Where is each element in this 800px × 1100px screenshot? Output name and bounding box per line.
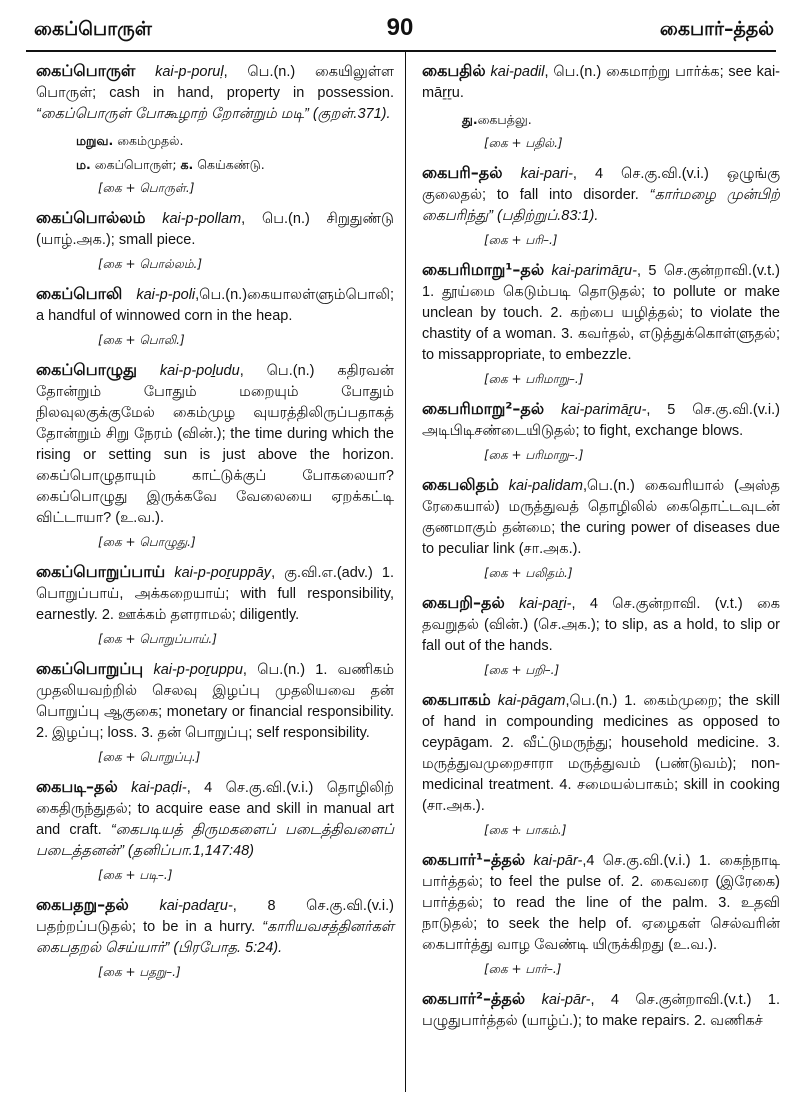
- etymology: [கை + பதில்.]: [484, 136, 563, 150]
- cognate-note: [76, 155, 394, 175]
- transliteration: kai-parimāṟu-: [560, 402, 647, 418]
- definition: , பெ.(n.) கதிரவன் தோன்றும் போதும் மறையும் போதும் நிலவுலகுக்குமேல் கைம்முழ வுயரத்திலிருப்பதாகத் தோன்றும் சிறு நேரம் (வின்.); the time during which the rising or setting sun is just above the horizon. கைப்பொழுதாயும் காட்டுக்குப் போகலையா? கைப்பொழுது இருக்கவே வேலையை ஏறக்கட்டி விட்டாயா? (உ.வ.).: [36, 363, 394, 526]
- transliteration: kai-padil: [490, 64, 545, 80]
- note-text: கைப்பொருள்;: [90, 157, 181, 172]
- headword: கைபரிமாறு²–தல்: [422, 399, 545, 418]
- headword: கைபடி–தல்: [36, 777, 118, 796]
- dictionary-entry: [422, 849, 780, 956]
- etymology: [கை + பார்–.]: [484, 962, 562, 976]
- etymology: [கை + பலிதம்.]: [484, 566, 573, 580]
- dictionary-entry: [36, 283, 394, 327]
- etymology: [கை + பதறு–.]: [98, 965, 181, 979]
- citation-quote: “காரியவசத்தினர்கள் கைபதறல் செய்யார்” (பிரபோத. 5:24).: [36, 919, 394, 956]
- variant-note: [76, 131, 394, 151]
- definition: , பெ.(n.) கைமாற்று பார்க்க; see kai-māṟṟu.: [422, 64, 780, 101]
- header-rule: [26, 50, 776, 52]
- dictionary-entry: [36, 207, 394, 251]
- transliteration: kai-pār-: [533, 853, 583, 869]
- headword: கைபலிதம்: [422, 475, 499, 494]
- dictionary-entry: [36, 658, 394, 744]
- transliteration: kai-parimāṟu-: [551, 263, 637, 279]
- definition: ,பெ.(n.) 1. கைம்முறை; the skill of hand in compounding medicines as opposed to ceypāgam. 2. வீட்டுமருந்து; household medicine. 3. மருத்துவமுறைசாரா மருத்துவம் (பண்டுவம்); non-medicinal treatment. 4. சமையல்பாகம்; skill in cooking (சா.அக.).: [422, 693, 781, 814]
- dictionary-entry: [36, 894, 394, 959]
- transliteration: kai-paḍi-: [131, 780, 187, 796]
- definition: , பெ.(n.) சிறுதுண்டு (யாழ்.அக.); small piece.: [36, 211, 394, 248]
- dictionary-entry: [422, 398, 780, 442]
- headword: கைப்பொல்லம்: [36, 208, 146, 227]
- definition: ,பெ.(n.) கைவரியால் (அஸ்த ரேகையால்) மருத்துவத் தொழிலில் கைதொட்டவுடன் குணமாகும் தன்மை; the curing power of diseases due to peculiar link (சா.அக.).: [422, 478, 780, 557]
- etymology: [கை + பரி–.]: [484, 233, 558, 247]
- header-left-guideword: கைப்பொருள்: [34, 18, 152, 40]
- transliteration: kai-p-poli: [136, 287, 196, 303]
- note-text: கெய்கண்டு.: [193, 157, 265, 172]
- dictionary-entry: [422, 988, 780, 1032]
- note-text: கைபத்லு.: [477, 112, 532, 127]
- dictionary-entry: [422, 592, 780, 657]
- dictionary-entry: [422, 474, 780, 560]
- etymology: [கை + பொழுது.]: [98, 535, 196, 549]
- headword: கைபார்¹–த்தல்: [422, 850, 526, 869]
- definition: , 4 செ.குன்றாவி. (v.t.) கை தவறுதல் (வின்.) (செ.அக.); to slip, as a hold, to slip or fall out of the hands.: [422, 596, 781, 654]
- cognate-note: [462, 110, 780, 130]
- definition: , பெ.(n.) 1. வணிகம் முதலியவற்றில் செலவு இழப்பு முதலியவை தன் பொறுப்பு ஆகுகை; monetary or financial responsibility. 2. இழப்பு; loss. 3. தன் பொறுப்பு; self responsibility.: [36, 662, 395, 741]
- headword: கைபறி–தல்: [422, 593, 505, 612]
- definition: , 8 செ.கு.வி.(v.i.) பதற்றப்படுதல்; to be in a hurry.: [36, 898, 394, 935]
- transliteration: kai-p-pollam: [162, 211, 242, 227]
- headword: கைபதறு–தல்: [36, 895, 129, 914]
- citation-quote: “கைபடியத் திருமகளைப் படைத்திவளைப் படைத்தனன்” (தனிப்பா.1,147:48): [36, 822, 395, 859]
- right-column: [422, 60, 780, 1038]
- page-number: 90: [386, 14, 414, 41]
- transliteration: kai-paṟi-: [519, 596, 572, 612]
- headword: கைப்பொழுது: [36, 360, 137, 379]
- dictionary-entry: [422, 60, 780, 104]
- definition: , பெ.(n.) கையிலுள்ள பொருள்; cash in hand, property in possession.: [36, 64, 394, 101]
- transliteration: kai-p-poṟuppu: [153, 662, 243, 678]
- note-abbr: து.: [462, 112, 478, 127]
- headword: கைப்பொலி: [36, 284, 123, 303]
- etymology: [கை + பரிமாறு–.]: [484, 372, 584, 386]
- headword: கைபதில்: [422, 61, 486, 80]
- left-column: [36, 60, 394, 991]
- transliteration: kai-p-poṟuppāy: [174, 565, 272, 581]
- definition: ,4 செ.கு.வி.(v.i.) 1. கைந்நாடி பார்த்தல்; to feel the pulse of. 2. கைவரை (இரேகை) பார்த்தல்; to read the line of the palm. 3. உதவி நாடுதல்; to seek the help of. ஏழைகள் செல்வரின் கைபார்த்து வாழ வேண்டி யிருக்கிறது (உ.வ.).: [422, 853, 780, 953]
- headword: கைப்பொறுப்பு: [36, 659, 144, 678]
- definition: , 4 செ.குன்றாவி.(v.t.) 1. பழுதுபார்த்தல் (யாழ்ப்.); to make repairs. 2. வணிகச்: [422, 992, 780, 1029]
- etymology: [கை + பரிமாறு–.]: [484, 448, 584, 462]
- note-abbr: ம.: [76, 157, 91, 172]
- etymology: [கை + படி–.]: [98, 868, 173, 882]
- transliteration: kai-pāgam: [497, 693, 566, 709]
- headword: கைபரிமாறு¹–தல்: [422, 260, 545, 279]
- definition: , 4 செ.கு.வி.(v.i.) தொழிலிற் கைதிருந்துதல்; to acquire ease and skill in manual art and craft.: [36, 780, 394, 838]
- headword: கைபாகம்: [422, 690, 491, 709]
- dictionary-entry: [422, 162, 780, 227]
- dictionary-entry: [36, 60, 394, 125]
- note-abbr: க.: [180, 157, 194, 172]
- dictionary-entry: [36, 359, 394, 529]
- definition: ,பெ.(n.)கையாலள்ளும்பொலி; a handful of winnowed corn in the heap.: [36, 287, 394, 324]
- headword: கைபரி–தல்: [422, 163, 503, 182]
- etymology: [கை + பொருள்.]: [98, 181, 195, 195]
- header-right-guideword: கைபார்–த்தல்: [659, 18, 774, 40]
- transliteration: kai-p-poḻudu: [159, 363, 240, 379]
- headword: கைபார்²–த்தல்: [422, 989, 526, 1008]
- dictionary-entry: [36, 561, 394, 626]
- etymology: [கை + பறி–.]: [484, 663, 560, 677]
- etymology: [கை + பொறுப்பு.]: [98, 750, 201, 764]
- headword: கைப்பொறுப்பாய்: [36, 562, 166, 581]
- citation-quote: “கார்மழை முன்பிற் கைபரிந்து” (பதிற்றுப்.83:1).: [422, 187, 780, 224]
- note-abbr: மறுவ.: [76, 133, 114, 148]
- definition: , 5 செ.கு.வி.(v.i.) அடிபிடிசண்டையிடுதல்; to fight, exchange blows.: [422, 402, 780, 439]
- dictionary-entry: [422, 259, 780, 366]
- column-divider: [405, 52, 406, 1092]
- etymology: [கை + பொலி.]: [98, 333, 185, 347]
- citation-quote: “கைப்பொருள் போகூழாற் றோன்றும் மடி” (குறள்.371).: [36, 106, 391, 122]
- definition: , 5 செ.குன்றாவி.(v.t.) 1. தூய்மை கெடும்படி தொடுதல்; to pollute or make unclean by touch. 2. கற்பை யழித்தல்; to violate the chastity of a woman. 3. கவர்தல், எடுத்துக்கொள்ளுதல்; to missappropriate, to embezzle.: [422, 263, 780, 363]
- dictionary-entry: [36, 776, 394, 862]
- transliteration: kai-padaṟu-: [159, 898, 233, 914]
- page-header: [0, 14, 800, 48]
- transliteration: kai-pār-: [541, 992, 591, 1008]
- definition: , 4 செ.கு.வி.(v.i.) ஒழுங்கு குலைதல்; to fall into disorder.: [422, 166, 780, 203]
- headword: கைப்பொருள்: [36, 61, 136, 80]
- etymology: [கை + பொறுப்பாய்.]: [98, 632, 217, 646]
- transliteration: kai-palidam: [508, 478, 583, 494]
- dictionary-entry: [422, 689, 780, 817]
- note-text: கைம்முதல்.: [113, 133, 184, 148]
- transliteration: kai-p-poruḷ: [155, 64, 224, 80]
- etymology: [கை + பொல்லம்.]: [98, 257, 203, 271]
- definition: , கு.வி.எ.(adv.) 1. பொறுப்பாய், அக்கறையாய்; with full responsibility, earnestly. 2. ஊக்கம் தளராமல்; diligently.: [36, 565, 394, 623]
- etymology: [கை + பாகம்.]: [484, 823, 567, 837]
- transliteration: kai-pari-: [520, 166, 573, 182]
